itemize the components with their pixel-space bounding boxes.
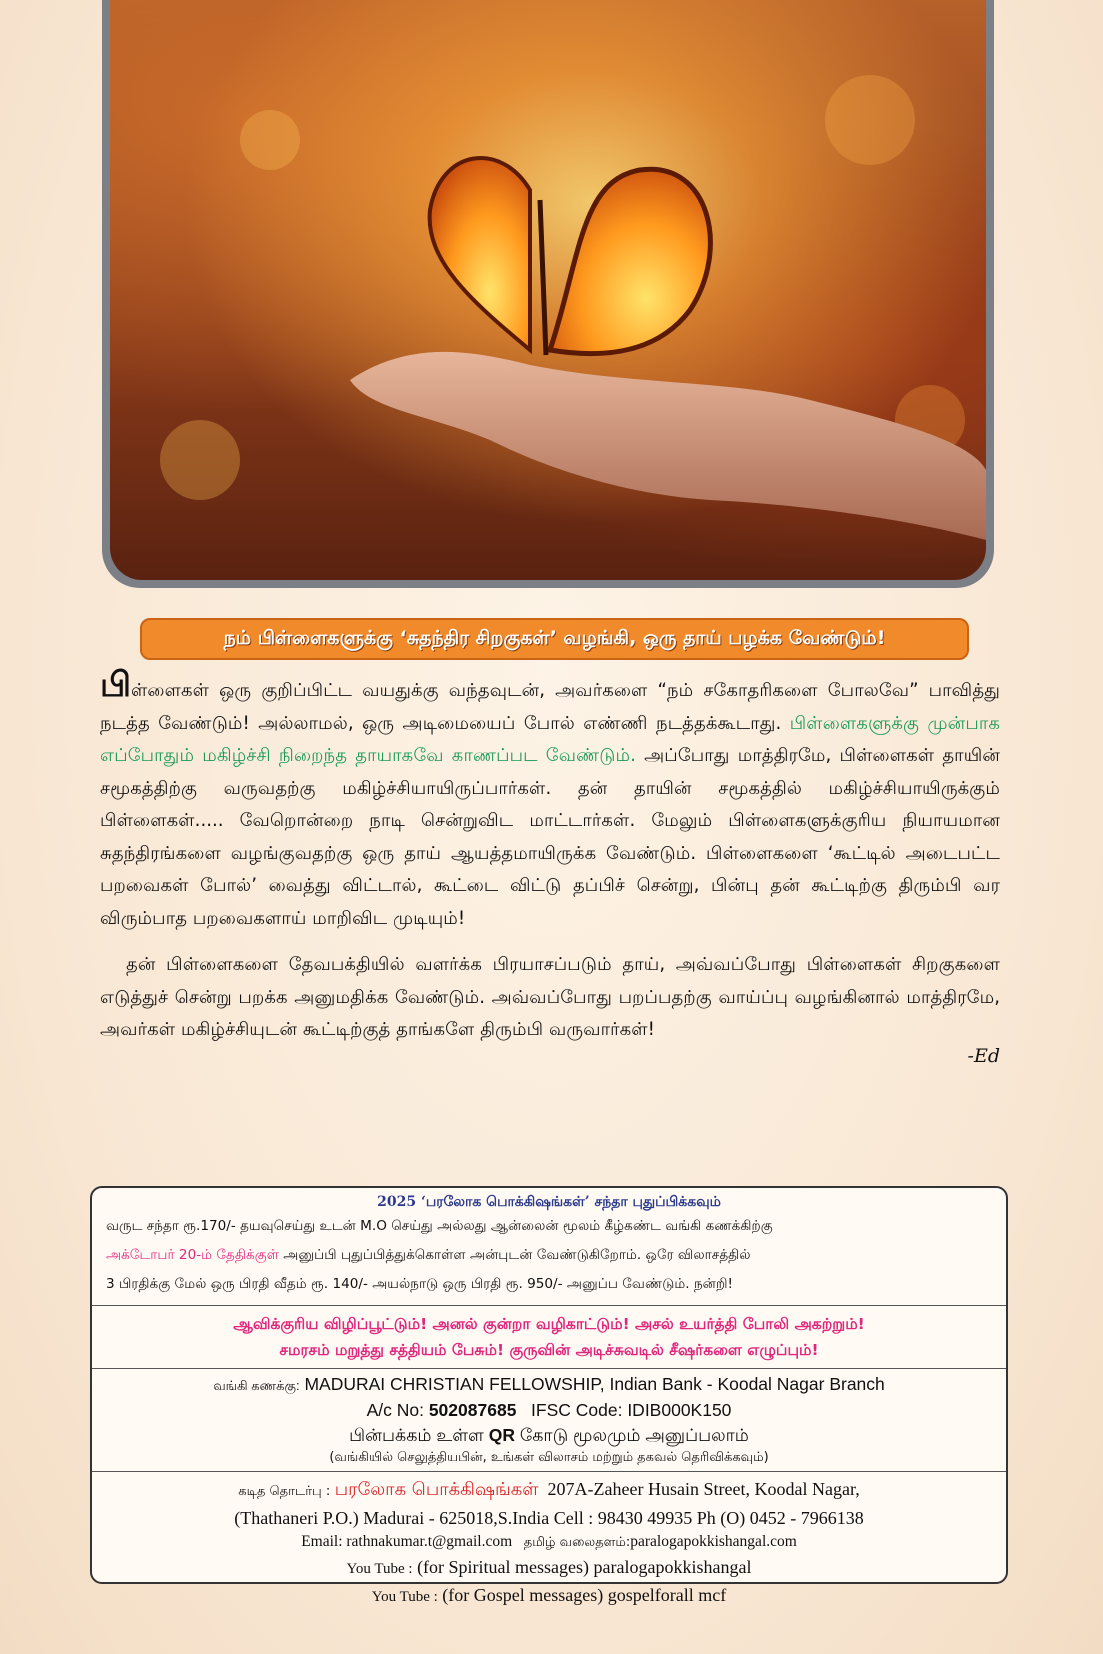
subscription-section: [92, 1188, 1006, 1306]
butterfly-illustration: [110, 0, 986, 580]
contact-address-row: கடித தொடர்பு : பரலோக பொக்கிஷங்கள் 207A-Zaheer Husain Street, Koodal Nagar,: [238, 1479, 860, 1500]
slogans-section: [92, 1306, 1006, 1369]
contact-line-2: (Thathaneri P.O.) Madurai - 625018,S.India Cell : 98430 49935 Ph (O) 0452 - 7966138: [234, 1508, 864, 1528]
subscription-deadline: அக்டோபர் 20-ம் தேதிக்குள்: [106, 1247, 279, 1263]
paragraph-1-text-a: ள்ளைகள் ஒரு குறிப்பிட்ட வயதுக்கு வந்தவுடன், அவர்களை “நம் சகோதரிகளை போலவே” பாவித்து நடத்த வேண்டும்! அல்லாமல், ஒரு அடிமையைப் போல் எண்ணி நடத்தக்கூடாது.: [100, 680, 1000, 734]
org-name: பரலோக பொக்கிஷங்கள்: [334, 1479, 539, 1500]
account-number: 502087685: [428, 1400, 517, 1420]
contact-section: [92, 1472, 1006, 1614]
ifsc-code: IFSC Code: IDIB000K150: [531, 1400, 732, 1420]
article-title-banner: நம் பிள்ளைகளுக்கு ‘சுதந்திர சிறகுகள்’ வழங்கி, ஒரு தாய் பழக்க வேண்டும்!: [140, 618, 969, 660]
subscription-info-box: [90, 1186, 1008, 1605]
youtube-row-2: You Tube : (for Gospel messages) gospelforall mcf: [371, 1585, 727, 1605]
cover-photo-frame: [102, 0, 994, 588]
paragraph-2: தன் பிள்ளைகளை தேவபக்தியில் வளர்க்க பிரயாசப்படும் தாய், அவ்வப்போது பிள்ளைகள் சிறகுகளை எடுத்துச் சென்று பறக்க அனுமதிக்க வேண்டும். அவ்வப்போது பறப்பதற்கு வாய்ப்பு வழங்கினால் மாத்திரமே, அவர்கள் மகிழ்ச்சியுடன் கூட்டிற்குத் தாங்களே திரும்பி வருவார்கள்!: [100, 954, 1000, 1040]
highlighted-sentence: பிள்ளைகளுக்கு முன்பாக எப்போதும் மகிழ்ச்சி நிறைந்த தாயாகவே காணப்பட வேண்டும்.: [100, 712, 1000, 766]
drop-cap: பி: [100, 665, 132, 705]
subscription-line-1: வருட சந்தா ரூ.170/- தயவுசெய்து உடன் M.O செய்து அல்லது ஆன்லைன் மூலம் கீழ்கண்ட வங்கி கணக்கிற்கு: [106, 1218, 773, 1234]
bank-note: (வங்கியில் செலுத்தியபின், உங்கள் விலாசம் மற்றும் தகவல் தெரிவிக்கவும்): [329, 1450, 769, 1465]
youtube-row-1: You Tube : (for Spiritual messages) paralogapokkishangal: [346, 1557, 752, 1577]
website: paralogapokkishangal.com: [630, 1533, 797, 1550]
email: Email: rathnakumar.t@gmail.com: [301, 1533, 513, 1550]
slogan-line-2: சமரசம் மறுத்து சத்தியம் பேசும்! குருவின் அடிச்சுவடில் சீஷர்களை எழுப்பும்!: [279, 1341, 819, 1359]
slogan-line-1: ஆவிக்குரிய விழிப்பூட்டும்! அனல் குன்றா வழிகாட்டும்! அசல் உயர்த்தி போலி அகற்றும்!: [233, 1315, 865, 1333]
contact-email-row: Email: rathnakumar.t@gmail.com தமிழ் வலைதளம்:paralogapokkishangal.com: [301, 1533, 797, 1550]
paragraph-1: [100, 665, 1000, 935]
account-row: A/c No: 502087685 IFSC Code: IDIB000K150: [366, 1400, 732, 1420]
bank-name-row: வங்கி கணக்கு: MADURAI CHRISTIAN FELLOWSHIP, Indian Bank - Koodal Nagar Branch: [213, 1374, 885, 1394]
subscription-title: 2025 ‘பரலோக பொக்கிஷங்கள்’ சந்தா புதுப்பிக்கவும்: [377, 1194, 721, 1210]
article-body: [100, 665, 1000, 1067]
qr-row: பின்பக்கம் உள்ள QR கோடு மூலமும் அனுப்பலாம்: [349, 1425, 749, 1445]
bank-name: MADURAI CHRISTIAN FELLOWSHIP, Indian Bank - Koodal Nagar Branch: [304, 1374, 885, 1394]
subscription-line-2: அக்டோபர் 20-ம் தேதிக்குள் அனுப்பி புதுப்பித்துக்கொள்ள அன்புடன் வேண்டுகிறோம். ஒரே விலாசத்தில்: [106, 1247, 751, 1263]
bank-section: [92, 1369, 1006, 1472]
butterfly-on-hand-photo: [110, 0, 986, 580]
paragraph-1-text-b: அப்போது மாத்திரமே, பிள்ளைகள் தாயின் சமூகத்திற்கு வருவதற்கு மகிழ்ச்சியாயிருப்பார்கள். தன் தாயின் சமூகத்தில் மகிழ்ச்சியாயிருக்கும் பிள்ளைகள்..... வேறொன்றை நாடி சென்றுவிட மாட்டார்கள். மேலும் பிள்ளைகளுக்குரிய நியாயமான சுதந்திரங்களை வழங்குவதற்கு ஒரு தாய் ஆயத்தமாயிருக்க வேண்டும். பிள்ளைகளை ‘கூட்டில் அடைபட்ட பறவைகள் போல்’ வைத்து விட்டால், கூட்டை விட்டு தப்பிச் சென்று, பின்பு தன் கூட்டிற்கு திரும்பி வர விரும்பாத பறவைகளாய் மாறிவிட முடியும்!: [100, 745, 1000, 929]
editor-signature: -Ed: [967, 1044, 1000, 1067]
subscription-line-3: 3 பிரதிக்கு மேல் ஒரு பிரதி வீதம் ரூ. 140/- அயல்நாடு ஒரு பிரதி ரூ. 950/- அனுப்ப வேண்டும். நன்றி!: [106, 1276, 733, 1292]
